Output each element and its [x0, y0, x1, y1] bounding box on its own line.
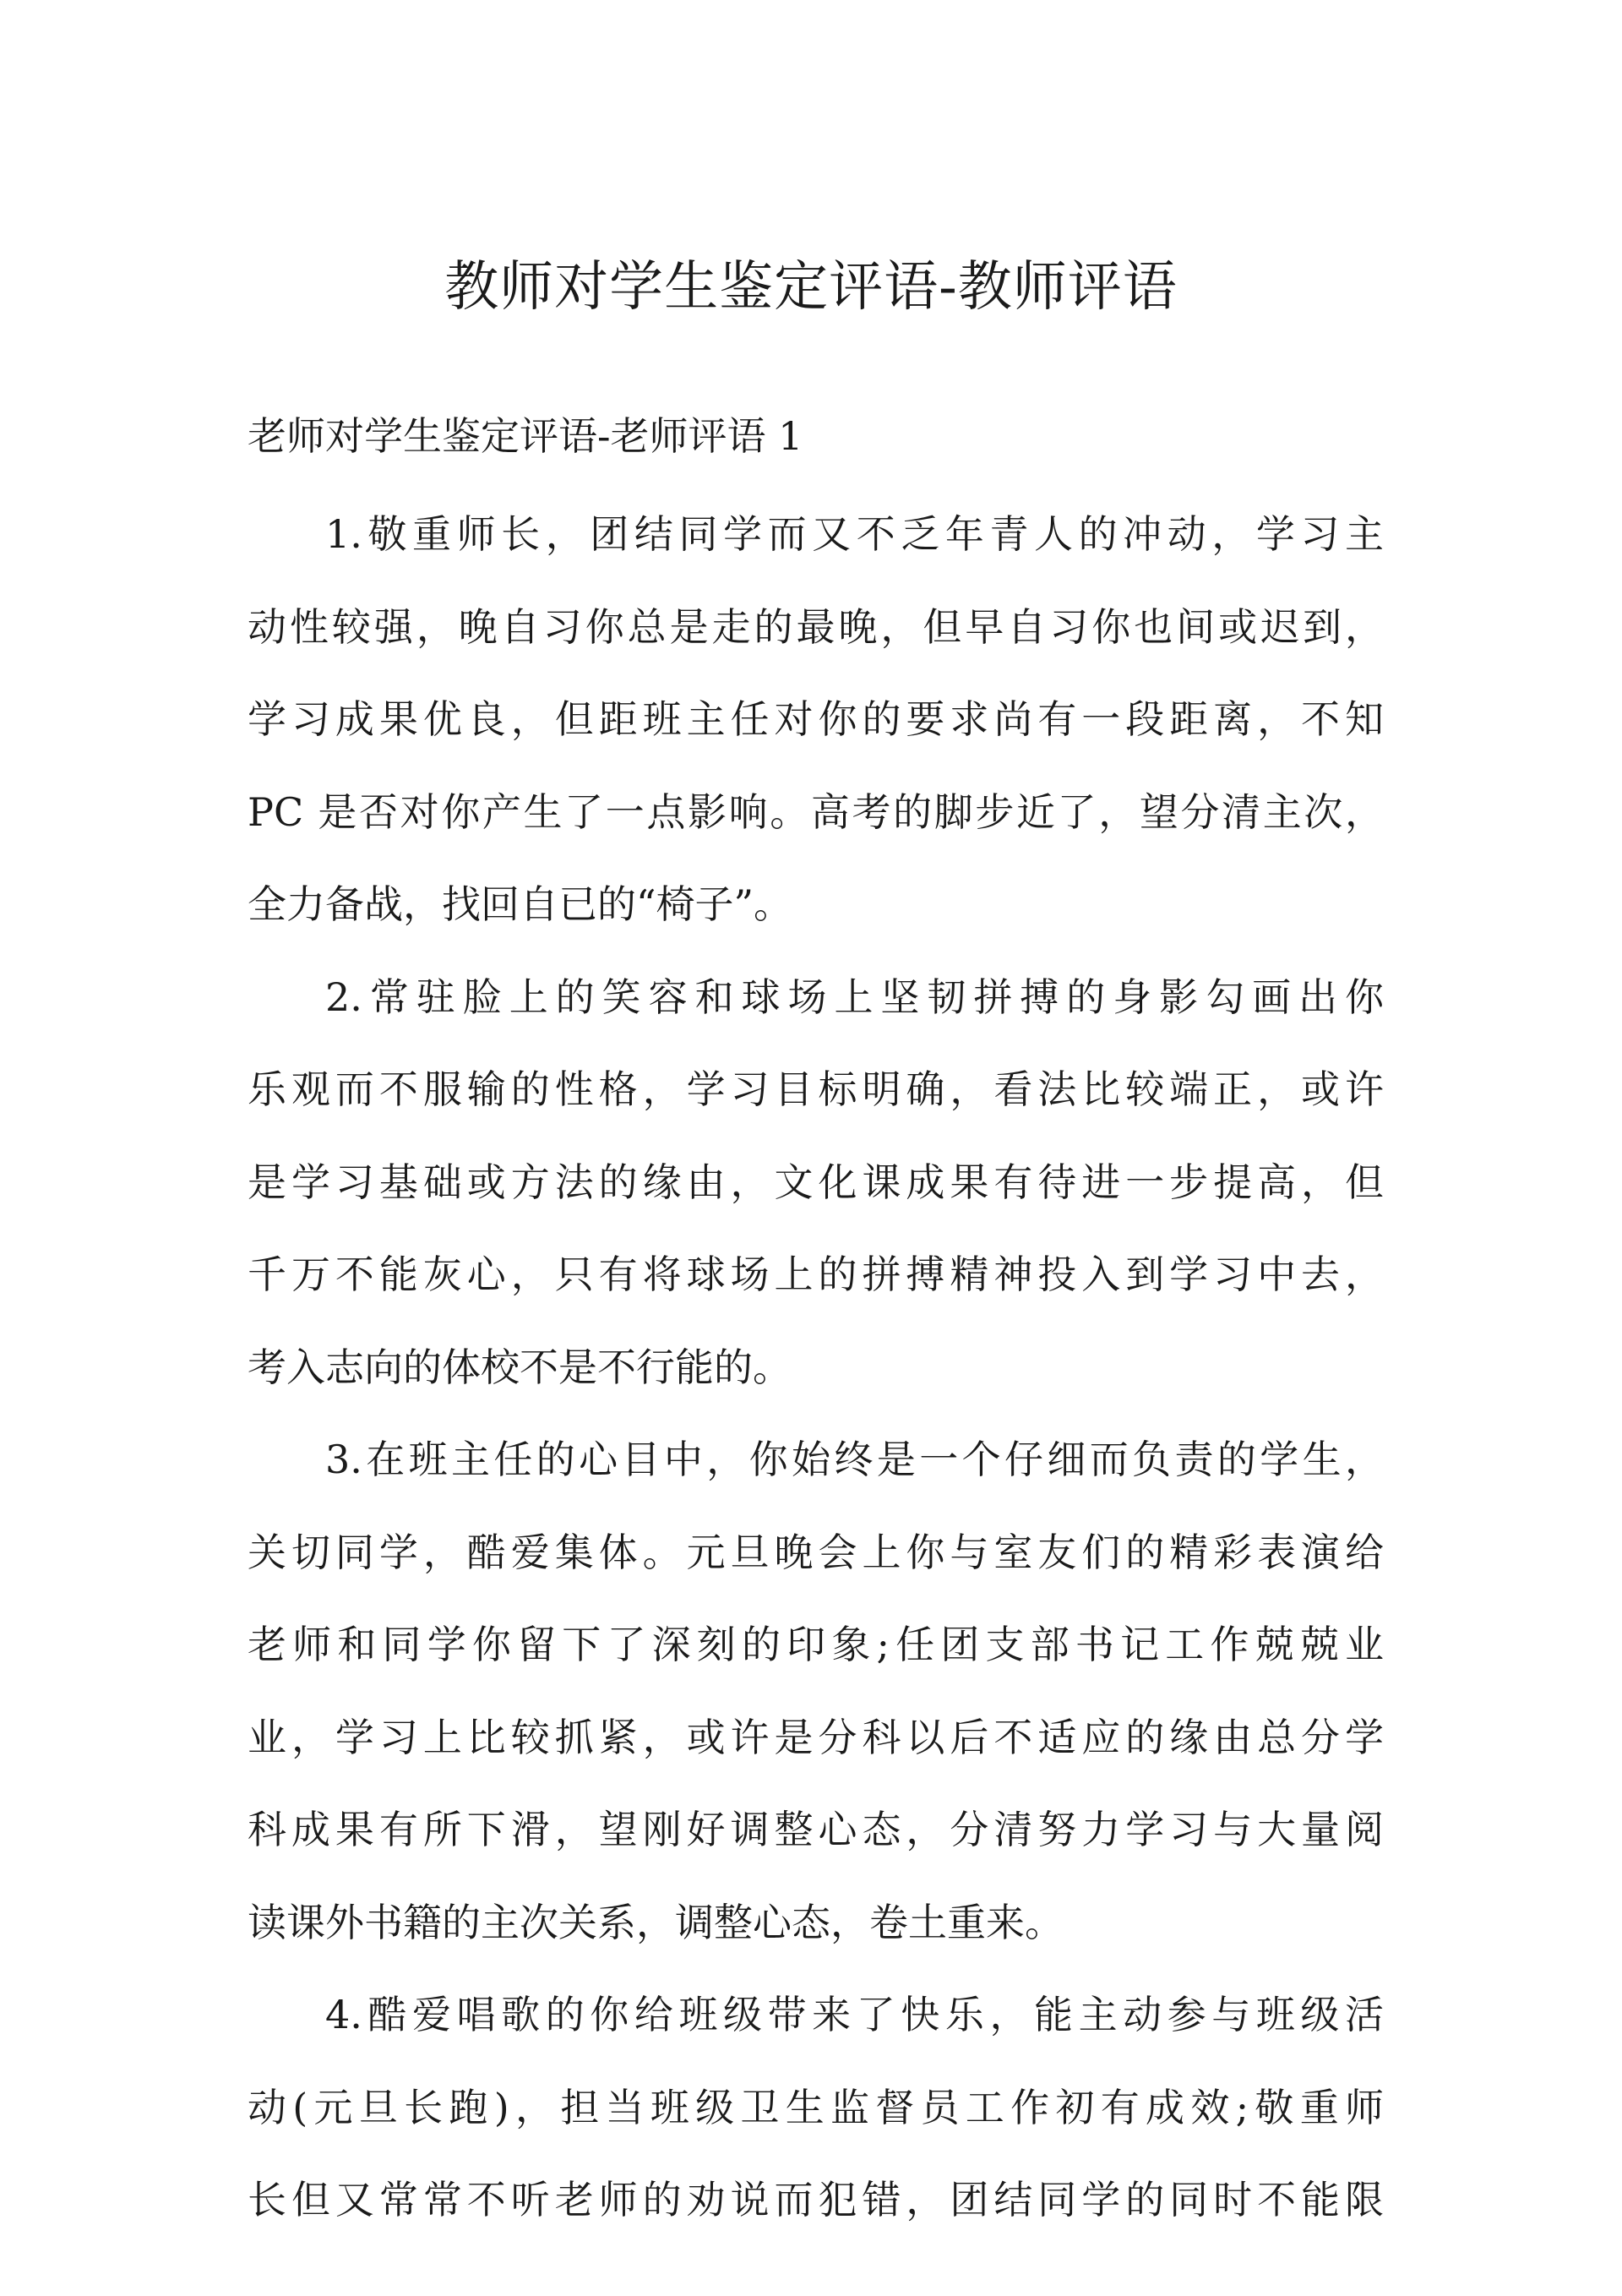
paragraph-line: 业，学习上比较抓紧，或许是分科以后不适应的缘由总分学 — [248, 1714, 1384, 1760]
paragraph-line: 1.敬重师长，团结同学而又不乏年青人的冲动，学习主 — [325, 511, 1384, 557]
paragraph-line: 2.常驻脸上的笑容和球场上坚韧拼搏的身影勾画出你 — [325, 973, 1384, 1020]
paragraph-line: 4.酷爱唱歌的你给班级带来了快乐，能主动参与班级活 — [325, 1992, 1384, 2037]
paragraph-line: 科成果有所下滑，望刚好调整心态，分清努力学习与大量阅 — [248, 1807, 1384, 1852]
paragraph-line: 读课外书籍的主次关系，调整心态，卷土重来。 — [248, 1899, 1064, 1945]
paragraph-line: PC 是否对你产生了一点影响。高考的脚步近了，望分清主次， — [248, 788, 1384, 835]
paragraph-line: 乐观而不服输的性格，学习目标明确，看法比较端正，或许 — [248, 1066, 1384, 1112]
paragraph-line: 千万不能灰心，只有将球场上的拼搏精神投入到学习中去， — [248, 1252, 1384, 1297]
paragraph-line: 动性较强，晚自习你总是走的最晚，但早自习你也间或迟到， — [248, 603, 1384, 650]
document-body — [248, 488, 1384, 2247]
paragraph-line: 3.在班主任的心目中，你始终是一个仔细而负责的学生， — [325, 1437, 1384, 1482]
document-title: 教师对学生鉴定评语-教师评语 — [444, 256, 1178, 319]
paragraph-line: 学习成果优良，但距班主任对你的要求尚有一段距离，不知 — [248, 696, 1384, 742]
paragraph-line: 全力备战，找回自已的“椅子”。 — [248, 881, 793, 927]
paragraph-line: 是学习基础或方法的缘由，文化课成果有待进一步提高，但 — [248, 1159, 1384, 1205]
paragraph-line: 动(元旦长跑)，担当班级卫生监督员工作初有成效;敬重师 — [248, 2084, 1384, 2130]
paragraph-4 — [248, 1969, 1384, 2247]
section-subheading: 老师对学生鉴定评语-老师评语 1 — [248, 413, 803, 459]
paragraph-3 — [248, 1414, 1384, 1969]
paragraph-line: 考入志向的体校不是不行能的。 — [248, 1344, 792, 1390]
paragraph-line: 长但又常常不听老师的劝说而犯错，团结同学的同时不能限 — [248, 2177, 1384, 2222]
paragraph-1 — [248, 488, 1384, 952]
paragraph-line: 老师和同学你留下了深刻的印象;任团支部书记工作兢兢业 — [248, 1622, 1384, 1667]
paragraph-line: 关切同学，酷爱集体。元旦晚会上你与室友们的精彩表演给 — [248, 1529, 1384, 1575]
paragraph-2 — [248, 952, 1384, 1415]
